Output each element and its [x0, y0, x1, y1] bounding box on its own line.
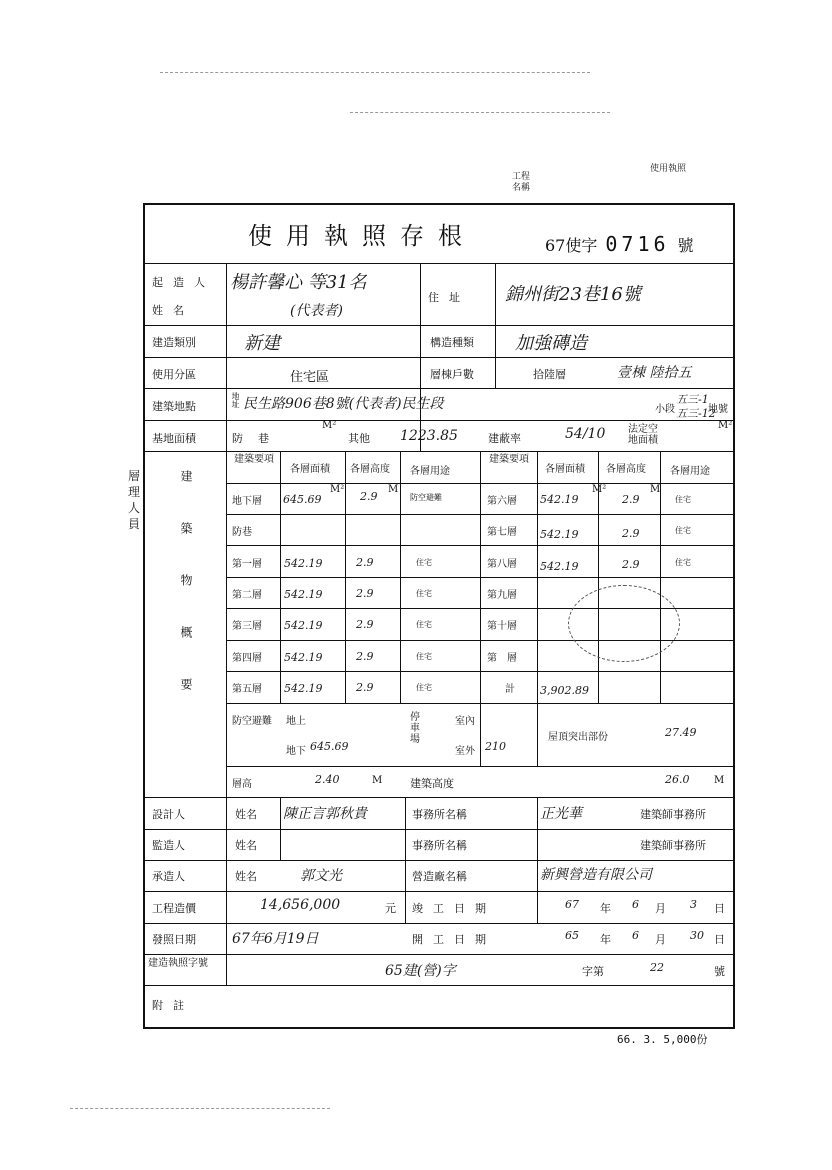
parking-label: 停車場: [410, 712, 420, 745]
f7-area: 542.19: [540, 528, 579, 541]
permit-no-label: 建造執照字號: [148, 958, 208, 969]
f4-use: 住宅: [416, 652, 432, 661]
permit-prefix-value: 65建(營)字: [385, 963, 456, 979]
contractor-name: 郭文光: [300, 868, 342, 884]
builder-name: 楊許馨心 等31名: [230, 272, 367, 293]
site-area-label: 基地面積: [152, 432, 196, 445]
floor-height-label: 層高: [232, 779, 252, 790]
cost-value: 14,656,000: [260, 897, 341, 913]
f5-height: 2.9: [356, 681, 374, 694]
unit-m-basement: M: [388, 484, 399, 495]
basement-use: 防空避難: [410, 493, 442, 502]
f2-height: 2.9: [356, 587, 374, 600]
designer-name: 陳正言郭秋貴: [283, 806, 367, 822]
f8-use: 住宅: [675, 558, 691, 567]
f3-use: 住宅: [416, 620, 432, 629]
f6-use: 住宅: [675, 495, 691, 504]
finish-month: 6: [632, 898, 639, 911]
col-height-header: 各層高度: [350, 464, 390, 475]
other-area-value: 1223.85: [400, 428, 458, 444]
floor-height-unit: M: [372, 775, 383, 786]
lot-value: 五三-1: [676, 393, 709, 406]
start-month: 6: [632, 929, 639, 942]
legal-area-label: 法定空地面積: [628, 424, 658, 446]
f5-label: 第五層: [232, 684, 262, 695]
category-value: 新建: [244, 333, 280, 354]
col-use-header: 各層用途: [410, 466, 450, 477]
site-sub-label: 地址: [231, 392, 240, 408]
issue-date-label: 發照日期: [152, 933, 196, 946]
official-seal-stamp: [568, 585, 680, 662]
f7-label: 第七層: [487, 527, 517, 538]
side-note-2: 使用執照: [650, 164, 687, 174]
coverage-label: 建蔽率: [488, 432, 521, 445]
finish-year: 67: [565, 898, 579, 911]
floors-households-mid: 拾陸層: [533, 368, 566, 381]
builder-name-label: 姓名: [152, 304, 194, 317]
col-area-header: 各層面積: [290, 464, 330, 475]
total-area: 3,902.89: [540, 684, 589, 697]
col-use-header-2: 各層用途: [670, 466, 710, 477]
permit-prefix: 67使字: [545, 236, 598, 255]
f6-area: 542.19: [540, 493, 579, 506]
category-label: 建造類別: [152, 336, 196, 349]
fn-label: 第 層: [487, 653, 517, 664]
unit-m2-basement: M²: [330, 484, 345, 495]
contractor-label: 承造人: [152, 870, 185, 883]
f8-height: 2.9: [622, 558, 640, 571]
f5-area: 542.19: [284, 682, 323, 695]
supervisor-office-suffix: 建築師事務所: [640, 839, 706, 852]
supervisor-name-label: 姓名: [235, 839, 257, 852]
f3-area: 542.19: [284, 619, 323, 632]
supervisor-label: 監造人: [152, 839, 185, 852]
f7-use: 住宅: [675, 526, 691, 535]
f8-area: 542.19: [540, 560, 579, 573]
finish-day-label: 日: [714, 902, 725, 915]
basement-height: 2.9: [360, 490, 378, 503]
f1-use: 住宅: [416, 558, 432, 567]
col-height-header-2: 各層高度: [606, 464, 646, 475]
cost-label: 工程造價: [152, 902, 196, 915]
f9-label: 第九層: [487, 590, 517, 601]
side-handwriting: 層理人員: [128, 469, 141, 531]
building-height-label: 建築高度: [410, 777, 454, 790]
f1-height: 2.9: [356, 556, 374, 569]
zone-label: 使用分區: [152, 368, 196, 381]
building-outline-label: 建築物概要: [179, 470, 193, 730]
f2-area: 542.19: [284, 588, 323, 601]
f4-label: 第四層: [232, 653, 262, 664]
col-item-header: 建築要項: [234, 454, 274, 465]
structure-label: 構造種類: [430, 336, 474, 349]
start-label: 開工日期: [412, 933, 496, 946]
finish-label: 竣工日期: [412, 902, 496, 915]
lot-no-label: 地號: [708, 404, 728, 415]
builder-alias: (代表者): [290, 303, 343, 319]
form-title: 使用執照存根: [248, 222, 476, 250]
f8-label: 第八層: [487, 559, 517, 570]
site-label: 建築地點: [152, 400, 196, 413]
permit-mid: 字第: [582, 965, 604, 978]
indoor-label: 室內: [455, 716, 475, 727]
designer-label: 設計人: [152, 808, 185, 821]
designer-name-label: 姓名: [235, 808, 257, 821]
scan-artifact: [70, 1108, 330, 1109]
side-note-1: 工程名稱: [512, 172, 531, 193]
f6-height: 2.9: [622, 493, 640, 506]
floors-households-value: 壹棟 陸拾五: [617, 365, 692, 381]
remarks-label: 附註: [152, 999, 194, 1012]
legal-unit: M²: [718, 420, 733, 431]
f2-label: 第二層: [232, 590, 262, 601]
site-value: 民生路906巷8號(代表者)民生段: [243, 396, 444, 412]
permit-suffix: 號: [677, 236, 694, 255]
total-label: 計: [505, 684, 515, 695]
f1-label: 第一層: [232, 559, 262, 570]
unit-m-f6: M: [650, 484, 661, 495]
unit-m2-f6: M²: [592, 484, 607, 495]
building-height-unit: M: [714, 775, 725, 786]
unit-m2: M²: [322, 420, 337, 431]
finish-year-label: 年: [600, 902, 611, 915]
f4-height: 2.9: [356, 650, 374, 663]
f7-height: 2.9: [622, 527, 640, 540]
coverage-value: 54/10: [565, 426, 606, 442]
f10-label: 第十層: [487, 621, 517, 632]
issue-date-value: 67年6月19日: [232, 931, 319, 947]
scan-artifact: [160, 72, 590, 73]
building-height-value: 26.0: [665, 773, 690, 786]
fire-lane-label: 防: [232, 432, 243, 445]
finish-month-label: 月: [655, 902, 666, 915]
permit-end: 號: [714, 965, 725, 978]
f1-area: 542.19: [284, 557, 323, 570]
roof-label: 屋頂突出部份: [548, 732, 608, 743]
structure-value: 加強磚造: [515, 333, 587, 354]
lot-value-2: 五三-12: [676, 407, 716, 420]
contractor-name-label: 姓名: [235, 870, 257, 883]
supervisor-office-label: 事務所名稱: [412, 839, 467, 852]
start-day-label: 日: [714, 933, 725, 946]
floor-height-value: 2.40: [315, 773, 340, 786]
finish-day: 3: [690, 898, 697, 911]
basement-label: 地下層: [232, 496, 262, 507]
start-month-label: 月: [655, 933, 666, 946]
parking-outdoor-value: 210: [485, 740, 506, 753]
address-value: 錦州街23巷16號: [505, 284, 641, 305]
f4-area: 542.19: [284, 651, 323, 664]
f6-label: 第六層: [487, 496, 517, 507]
ground-label: 地上: [286, 716, 306, 727]
col-item-header-2: 建築要項: [489, 454, 529, 465]
permit-number-value: 0716: [605, 232, 670, 256]
outdoor-label: 室外: [455, 746, 475, 757]
designer-office-label: 事務所名稱: [412, 808, 467, 821]
f3-height: 2.9: [356, 618, 374, 631]
start-day: 30: [690, 929, 704, 942]
contractor-factory-label: 營造廠名稱: [412, 870, 467, 883]
f2-use: 住宅: [416, 589, 432, 598]
designer-office-suffix: 建築師事務所: [640, 808, 706, 821]
col-area-header-2: 各層面積: [545, 464, 585, 475]
designer-office: 正光華: [540, 806, 582, 822]
floors-households-label: 層棟戶數: [430, 368, 474, 381]
scan-artifact: [350, 112, 610, 113]
address-label: 住址: [428, 291, 470, 304]
fire-lane-row-label: 防巷: [232, 527, 252, 538]
lot-section-label: 小段: [655, 404, 675, 415]
permit-no-value: 22: [650, 961, 664, 974]
shelter-label: 防空避難: [232, 716, 272, 727]
builder-label: 起造人: [152, 276, 215, 289]
underground-label: 地下: [286, 746, 306, 757]
other-label: 其他: [348, 432, 370, 445]
f3-label: 第三層: [232, 621, 262, 632]
f5-use: 住宅: [416, 683, 432, 692]
cost-unit: 元: [385, 902, 396, 915]
roof-value: 27.49: [665, 726, 697, 739]
zone-value: 住宅區: [290, 370, 330, 385]
shelter-under-value: 645.69: [310, 740, 349, 753]
start-year-label: 年: [600, 933, 611, 946]
fire-lane-label-2: 巷: [258, 432, 269, 445]
print-footer: 66. 3. 5,000份: [617, 1033, 708, 1046]
start-year: 65: [565, 929, 579, 942]
basement-area: 645.69: [283, 493, 322, 506]
contractor-factory: 新興營造有限公司: [540, 867, 652, 883]
